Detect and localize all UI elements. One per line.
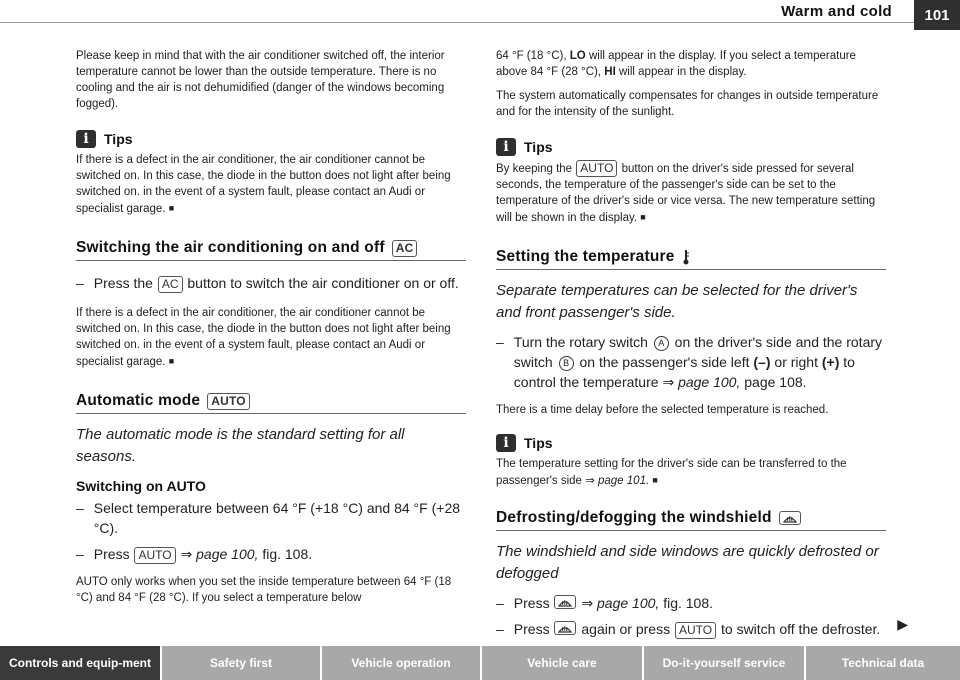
- intro-auto: The automatic mode is the standard setting for all seasons.: [76, 426, 405, 465]
- subheading-switch-auto: Switching on AUTO: [76, 478, 206, 494]
- hi-label: HI: [604, 66, 616, 78]
- continue-arrow-icon: ▶: [897, 616, 908, 632]
- info-icon: i: [496, 434, 516, 452]
- switch-b-marker: B: [559, 356, 574, 371]
- tips-text-body: If there is a defect in the air conditioner, the air conditioner cannot be switched on. In this case, the diode in the button does not light after being switched on. in the event of a system fault, please contact an Audi or specialist garage.: [76, 154, 451, 215]
- tab-vehicle-care[interactable]: Vehicle care: [482, 646, 642, 680]
- ac-key: AC: [392, 240, 418, 257]
- tips-heading: [496, 434, 886, 452]
- paragraph-auto-only: AUTO only works when you set the inside temperature between 64 °F (18 °C) and 84 °F (28 °C). If you select a temperature below: [76, 576, 452, 604]
- step-select-temperature: – Select temperature between 64 °F (+18 °C) and 84 °F (+28 °C).: [76, 500, 461, 536]
- tab-safety-first[interactable]: Safety first: [162, 646, 320, 680]
- end-mark-icon: ■: [652, 475, 658, 485]
- lo-label: LO: [569, 50, 586, 62]
- tips-heading: [76, 130, 466, 148]
- tab-vehicle-operation[interactable]: Vehicle operation: [322, 646, 480, 680]
- auto-key: AUTO: [675, 622, 716, 639]
- tips-heading: [496, 138, 886, 156]
- auto-key: AUTO: [576, 160, 617, 177]
- tips-text: By keeping the AUTO button on the driver's side pressed for several seconds, the temperature of the passenger's side can be set to the temperature of the driver's side or vice versa. The new temperature setting will be shown in the display. ■: [496, 161, 876, 224]
- paragraph-defect: If there is a defect in the air conditioner, the air conditioner cannot be switched on. In this case, the diode in the button does not light after being switched on. in the event of a system fault, please contact an Audi or specialist garage. ■: [76, 307, 451, 368]
- end-mark-icon: ■: [640, 212, 646, 222]
- page-reference[interactable]: page 100,: [678, 374, 741, 390]
- header-rule: [0, 22, 960, 23]
- section-heading-defrost: Defrosting/defogging the windshield: [496, 509, 886, 531]
- end-mark-icon: ■: [168, 356, 175, 366]
- defrost-key: [779, 511, 801, 525]
- defrost-key: [554, 621, 576, 635]
- paragraph-delay: There is a time delay before the selected temperature is reached.: [496, 404, 829, 416]
- paragraph-ac-off: Please keep in mind that with the air conditioner switched off, the interior temperature cannot be lower than the outside temperature. There is no cooling and the air is not dehumidified (danger of the windows becoming fogged).: [76, 50, 445, 110]
- section-heading-auto: Automatic mode AUTO: [76, 392, 466, 414]
- page-reference[interactable]: page 100,: [196, 546, 259, 562]
- paragraph-lo-hi: 64 °F (18 °C), LO will appear in the display. If you select a temperature above 84 °F (28 °C), HI will appear in the display.: [496, 50, 856, 78]
- step-turn-rotary: – Turn the rotary switch A on the driver's side and the rotary switch B on the passenger's side left (–) or right (+) to control the temperature ⇒ page 100, page 108.: [496, 334, 883, 390]
- tab-technical-data[interactable]: Technical data: [806, 646, 960, 680]
- page-title: Warm and cold: [781, 3, 892, 20]
- tab-diy-service[interactable]: Do-it-yourself service: [644, 646, 804, 680]
- section-heading-switching-text: Switching the air conditioning on and off: [76, 239, 385, 256]
- intro-defrost: The windshield and side windows are quickly defrosted or defogged: [496, 543, 879, 582]
- tips-label: Tips: [524, 139, 553, 155]
- info-icon: i: [76, 130, 96, 148]
- step-press-ac: – Press the AC button to switch the air conditioner on or off.: [76, 275, 459, 291]
- defrost-key: [554, 595, 576, 609]
- section-heading-temperature: Setting the temperature: [496, 248, 886, 270]
- left-column: [76, 48, 466, 606]
- tab-controls[interactable]: Controls and equip-ment: [0, 646, 160, 680]
- right-column: [496, 48, 886, 639]
- ac-key: AC: [158, 276, 183, 293]
- auto-key: AUTO: [207, 393, 250, 410]
- section-heading-switching: [76, 239, 466, 261]
- defrost-icon: [558, 622, 572, 634]
- tips-text: [76, 152, 466, 217]
- auto-key: AUTO: [134, 547, 175, 564]
- tips-text: The temperature setting for the driver's side can be transferred to the passenger's side ⇒ page 101. ■: [496, 458, 847, 487]
- info-icon: i: [496, 138, 516, 156]
- end-mark-icon: ■: [168, 203, 175, 213]
- step-press-again: – Press again or press AUTO to switch off the defroster.: [496, 621, 881, 637]
- page-number: 101: [914, 0, 960, 30]
- page-reference[interactable]: page 101.: [598, 475, 650, 487]
- page-reference[interactable]: page 100,: [597, 595, 660, 611]
- footer-nav: [0, 646, 960, 680]
- thermometer-icon: [681, 249, 691, 265]
- tips-label: Tips: [524, 435, 553, 451]
- defrost-icon: [558, 596, 572, 608]
- intro-temperature: Separate temperatures can be selected for the driver's and front passenger's side.: [496, 282, 858, 321]
- switch-a-marker: A: [654, 336, 669, 351]
- step-press-defrost: – Press ⇒ page 100, fig. 108.: [496, 595, 714, 611]
- paragraph-compensates: The system automatically compensates for changes in outside temperature and for the intensity of the sunlight.: [496, 90, 879, 118]
- defrost-icon: [783, 512, 797, 524]
- step-press-auto: – Press AUTO ⇒ page 100, fig. 108.: [76, 546, 313, 562]
- tips-label: Tips: [104, 131, 133, 147]
